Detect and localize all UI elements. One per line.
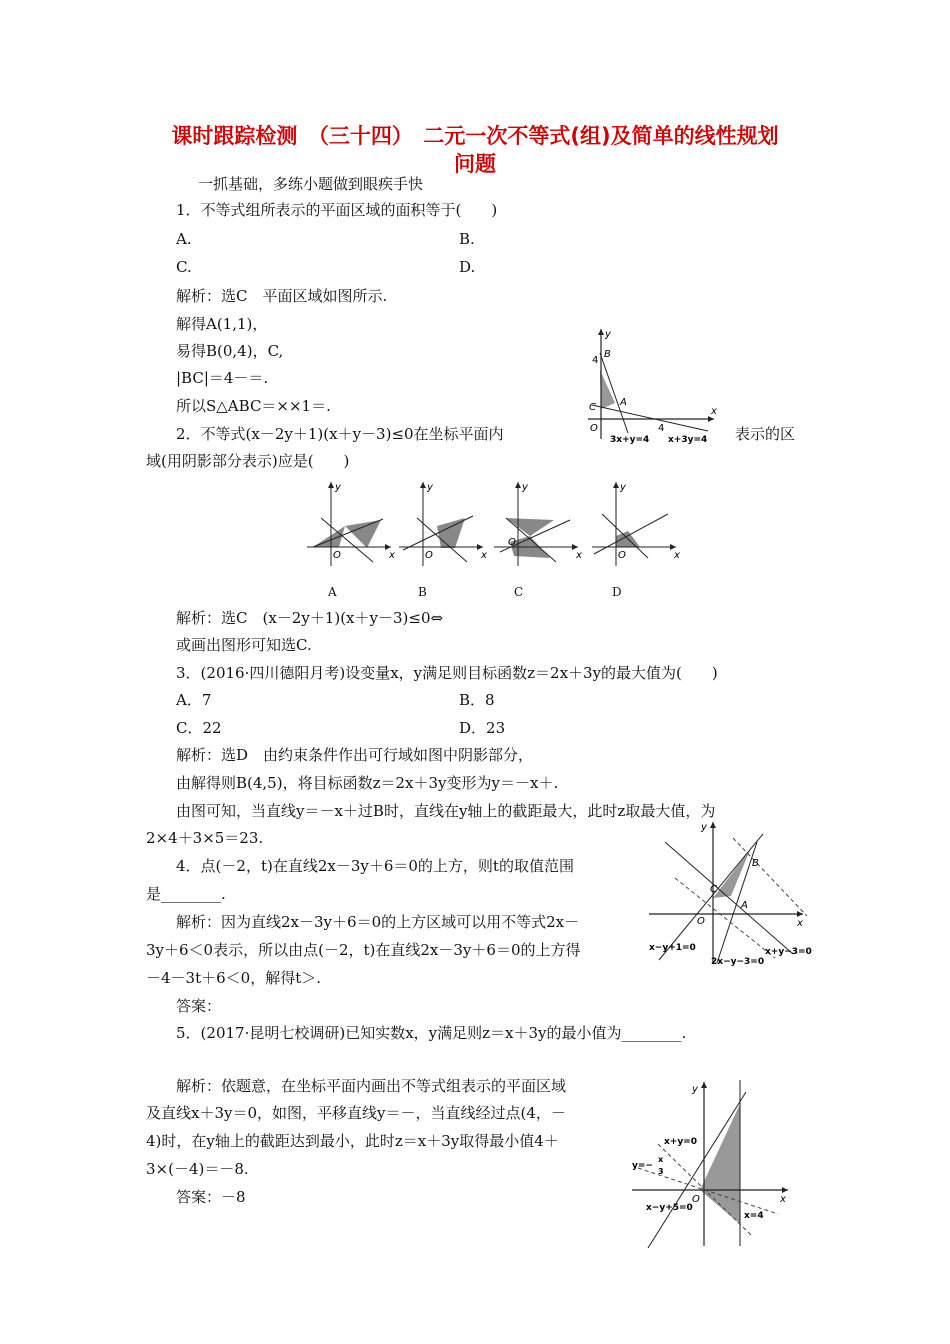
q1-fig-tick-4y: 4: [592, 355, 599, 366]
q1-region-figure: [580, 325, 720, 445]
q1-fig-origin: O: [590, 423, 598, 434]
section-intro: 一抓基础，多练小题做到眼疾手快: [198, 175, 424, 193]
q2d-x: x: [674, 550, 680, 561]
q1-fig-tick-4x: 4: [658, 423, 665, 434]
q1-option-a: A.: [176, 230, 192, 248]
q5-region-figure: [628, 1078, 798, 1248]
q2a-x: x: [389, 550, 395, 561]
q2-option-graph-a: [303, 478, 395, 568]
q1-solution-line3: 易得B(0,4)，C,: [176, 342, 284, 360]
q1-fig-line1-label: 3x+y=4: [610, 435, 650, 445]
page-title: 课时跟踪检测 （三十四） 二元一次不等式(组)及简单的线性规划: [171, 124, 779, 148]
q5-solution-line1: 解析：依题意，在坐标平面内画出不等式组表示的平面区域: [176, 1077, 567, 1095]
q4-stem-line1: 4．点(－2，t)在直线2x－3y＋6＝0的上方，则t的取值范围: [176, 857, 574, 875]
q5-fig-line4-label: x=4: [744, 1211, 764, 1221]
q5-answer: 答案：－8: [176, 1188, 246, 1206]
q4-solution-line2: 3y＋6＜0表示，所以由点(－2，t)在直线2x－3y＋6＝0的上方得: [146, 941, 581, 959]
q2a-o: O: [333, 550, 341, 561]
q2b-y: y: [427, 482, 433, 493]
q3-fig-point-b: B: [752, 858, 759, 869]
q2c-x: x: [576, 550, 582, 561]
q2a-y: y: [335, 482, 341, 493]
q1-fig-y-label: y: [605, 329, 611, 340]
q3-solution-line4: 2×4＋3×5＝23.: [146, 829, 264, 847]
q5-fig-frac-den: 3: [658, 1167, 664, 1176]
q3-option-b: B．8: [459, 691, 495, 709]
q4-answer: 答案：: [176, 997, 222, 1015]
q3-region-figure: [645, 818, 820, 966]
q5-fig-origin: O: [692, 1194, 700, 1205]
q3-fig-point-c: C: [710, 884, 717, 895]
q1-fig-point-b: B: [604, 349, 611, 360]
q3-fig-point-a: A: [741, 900, 748, 911]
q1-fig-line2-label: x+3y=4: [668, 435, 708, 445]
q2-solution-line2: 或画出图形可知选C.: [176, 636, 312, 654]
q1-option-d: D.: [459, 258, 476, 276]
q3-fig-y-label: y: [701, 822, 707, 833]
q1-option-c: C.: [176, 258, 192, 276]
q3-solution-line2: 由解得则B(4,5)，将目标函数z＝2x＋3y变形为y＝－x＋.: [176, 774, 559, 792]
q3-fig-origin: O: [697, 916, 705, 927]
q3-stem: 3．(2016·四川德阳月考)设变量x，y满足则目标函数z＝2x＋3y的最大值为( ): [176, 664, 718, 682]
q1-solution-line2: 解得A(1,1)，: [176, 315, 268, 333]
q2-stem-part3: 域(用阴影部分表示)应是( ): [146, 452, 350, 470]
q2-option-graph-d: [588, 478, 680, 568]
q1-solution-line5: 所以S△ABC＝××1＝.: [176, 397, 331, 415]
q2-stem-part2: 表示的区: [735, 425, 796, 443]
q5-stem: 5．(2017·昆明七校调研)已知实数x，y满足则z＝x＋3y的最小值为________.: [176, 1024, 687, 1042]
q2-caption-b: B: [418, 585, 427, 599]
q1-option-b: B.: [459, 230, 475, 248]
q3-option-d: D．23: [459, 719, 506, 737]
q3-fig-line1-label: x−y+1=0: [649, 943, 696, 953]
q3-fig-line2-label: 2x−y−3=0: [711, 957, 765, 966]
q2d-y: y: [620, 482, 626, 493]
q2c-o: O: [508, 537, 516, 548]
q3-solution-line1: 解析：选D 由约束条件作出可行域如图中阴影部分，: [176, 746, 534, 764]
q2-caption-d: D: [612, 585, 622, 599]
q2b-o: O: [425, 550, 433, 561]
q2d-o: O: [618, 550, 626, 561]
q4-stem-line2: 是________.: [146, 885, 226, 903]
q2-caption-a: A: [328, 585, 337, 599]
q5-fig-y-label: y: [692, 1084, 698, 1095]
q5-solution-line3: 4)时，在y轴上的截距达到最小，此时z＝x＋3y取得最小值4＋: [146, 1132, 559, 1150]
page-title-line2: 问题: [454, 152, 496, 176]
q2-solution-line1: 解析：选C (x－2y＋1)(x＋y－3)≤0⇔: [176, 609, 444, 627]
q3-option-c: C．22: [176, 719, 222, 737]
q4-solution-line3: －4－3t＋6＜0，解得t＞.: [146, 969, 321, 987]
q5-solution-line4: 3×(－4)＝－8.: [146, 1160, 249, 1178]
q1-fig-point-c: C: [589, 402, 596, 413]
q1-fig-point-a: A: [620, 397, 627, 408]
q3-solution-line3: 由图可知，当直线y＝－x＋过B时，直线在y轴上的截距最大，此时z取最大值，为: [176, 802, 716, 820]
q5-fig-line1-label: x+y=0: [664, 1137, 698, 1147]
q4-solution-line1: 解析：因为直线2x－3y＋6＝0的上方区域可以用不等式2x－: [176, 913, 580, 931]
q1-fig-x-label: x: [711, 406, 717, 417]
q5-fig-line3-label: x−y+5=0: [646, 1203, 693, 1213]
q5-fig-frac-num: x: [658, 1155, 664, 1164]
q2b-x: x: [481, 550, 487, 561]
q5-fig-x-label: x: [780, 1194, 786, 1205]
q1-solution-line1: 解析：选C 平面区域如图所示.: [176, 287, 388, 305]
q2-option-graph-b: [395, 478, 487, 568]
q3-option-a: A．7: [176, 691, 212, 709]
q2-caption-c: C: [514, 585, 524, 599]
q5-fig-line2-label: y=−: [632, 1161, 653, 1171]
q2-option-graph-c: [490, 478, 582, 568]
q1-solution-line4: |BC|＝4－＝.: [176, 369, 269, 387]
q2-stem-part1: 2．不等式(x－2y＋1)(x＋y－3)≤0在坐标平面内: [176, 425, 504, 443]
q2c-y: y: [522, 482, 528, 493]
q1-stem: 1．不等式组所表示的平面区域的面积等于( ): [176, 201, 498, 219]
q5-solution-line2: 及直线x＋3y＝0，如图，平移直线y＝－，当直线经过点(4，－: [146, 1104, 566, 1122]
q3-fig-x-label: x: [797, 918, 803, 929]
q3-fig-line3-label: x+y−3=0: [765, 947, 812, 957]
